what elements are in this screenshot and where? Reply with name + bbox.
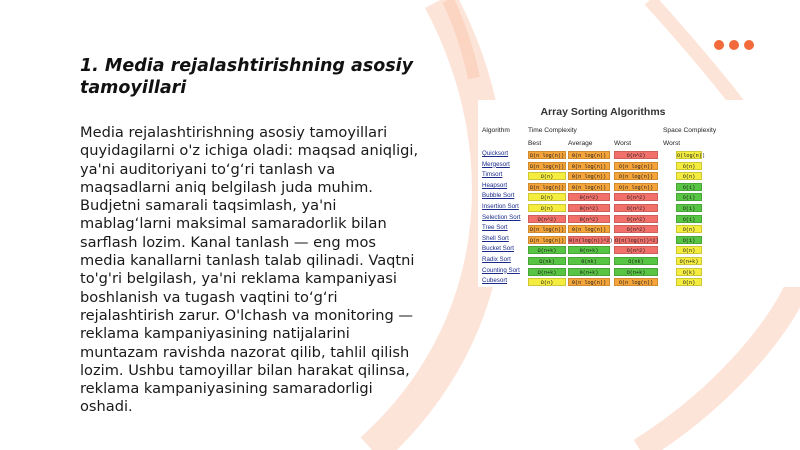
- complexity-cell: O(n+k): [676, 257, 702, 265]
- complexity-cell: O(n^2): [614, 225, 658, 233]
- sorting-algorithms-table-image: [478, 100, 800, 287]
- algorithm-name: Heapsort: [482, 181, 508, 189]
- complexity-cell: Ω(n log(n)): [529, 227, 565, 234]
- complexity-cell: O(1): [676, 204, 702, 212]
- algorithm-name: Radix Sort: [482, 256, 511, 263]
- header-best: Best: [528, 140, 542, 147]
- algorithm-name: Cubesort: [482, 277, 508, 285]
- algorithm-name: Tree Sort: [482, 224, 508, 232]
- algorithm-name: Insertion Sort: [482, 203, 519, 210]
- complexity-cell: Θ(n log(n)): [568, 172, 610, 180]
- complexity-cell: O(n): [676, 246, 702, 254]
- complexity-cell: Θ(n log(n)): [568, 278, 610, 286]
- complexity-cell: O(n^2): [614, 246, 658, 254]
- complexity-cell: Θ(n log(n)): [568, 162, 610, 170]
- complexity-cell: O(n log(n)): [614, 162, 658, 170]
- complexity-cell: Θ(n log(n)): [568, 225, 610, 233]
- complexity-cell: O(n^2): [614, 204, 658, 212]
- complexity-cell: Ω(n): [528, 278, 566, 286]
- complexity-cell: O(log(n)): [677, 153, 706, 159]
- dot: [729, 40, 739, 50]
- complexity-cell: Θ(n^2): [568, 215, 610, 223]
- header-worst-time: Worst: [614, 140, 632, 147]
- complexity-cell: O(n log(n)): [614, 172, 658, 180]
- complexity-cell: O(1): [676, 236, 702, 244]
- complexity-cell: O(nk): [614, 257, 658, 265]
- complexity-cell: O(n log(n)): [614, 183, 658, 191]
- header-average: Average: [568, 140, 593, 147]
- table-title: Array Sorting Algorithms: [540, 106, 666, 118]
- algorithm-name: Bubble Sort: [482, 192, 515, 200]
- complexity-cell: Θ(n+k): [568, 246, 610, 254]
- header-algorithm: Algorithm: [482, 127, 510, 134]
- complexity-cell: O(n): [676, 278, 702, 286]
- algorithm-name: Quicksort: [482, 150, 509, 157]
- algorithm-name: Bucket Sort: [482, 245, 514, 253]
- header-space-complexity: Space Complexity: [663, 127, 717, 134]
- complexity-cell: Ω(n log(n)): [529, 153, 565, 159]
- complexity-cell: O(n^2): [614, 193, 658, 201]
- complexity-cell: Θ(n log(n)): [568, 151, 610, 159]
- complexity-cell: O(n^2): [614, 215, 658, 223]
- complexity-cell: Θ(n log(n)): [568, 183, 610, 191]
- dot: [714, 40, 724, 50]
- complexity-cell: Ω(n log(n)): [529, 184, 565, 191]
- complexity-cell: Θ(n^2): [568, 204, 610, 212]
- algorithm-name: Shell Sort: [482, 234, 509, 242]
- complexity-cell: Θ(n+k): [568, 268, 610, 276]
- complexity-cell: Ω(n): [528, 193, 566, 201]
- complexity-cell: O(k): [676, 268, 702, 276]
- header-time-complexity: Time Complexity: [528, 127, 577, 134]
- complexity-cell: Ω(n): [528, 204, 566, 212]
- complexity-cell: O(n): [676, 162, 702, 170]
- dot: [744, 40, 754, 50]
- slide-body-text: Media rejalashtirishning asosiy tamoyillari quyidagilarni o'z ichiga oladi: maqsad aniqligi, ya'ni auditoriyani to‘g‘ri tanlash va maqsadlarni aniq belgilash juda muhim. Budjetni samarali taqsimlash, ya'ni mablag‘larni maksimal samaradorlik bilan sarflash lozim. Kanal tanlash — eng mos media kanallarni tanlash talab qilinadi. Vaqtni to'g'ri belgilash, ya'ni reklama kampaniyasi boshlanish va tugash vaqtini to‘g‘ri rejalashtirish zarur. O'lchash va monitoring — reklama kampaniyasining natijalarini muntazam ravishda nazorat qilib, tahlil qilish lozim. Ushbu tamoyillar bilan harakat qilinsa, reklama kampaniyasining samaradorligi oshadi.: [80, 124, 419, 416]
- complexity-cell: Ω(n log(n)): [529, 163, 565, 170]
- complexity-cell: Ω(n log(n)): [529, 237, 565, 244]
- algorithm-name: Counting Sort: [482, 266, 520, 274]
- complexity-cell: O(1): [676, 193, 702, 201]
- algorithm-name: Timsort: [482, 171, 503, 179]
- algorithm-name: Selection Sort: [482, 213, 521, 221]
- slide-title: 1. Media rejalashtirishning asosiy tamoyillari: [80, 56, 414, 98]
- complexity-cell: O(n(log(n))^2): [615, 237, 659, 244]
- complexity-cell: Θ(n^2): [568, 193, 610, 201]
- complexity-cell: Ω(n): [528, 172, 566, 180]
- complexity-cell: O(n): [676, 172, 702, 180]
- complexity-cell: Θ(nk): [568, 257, 610, 265]
- complexity-cell: O(n+k): [614, 268, 658, 276]
- complexity-cell: O(1): [676, 183, 702, 191]
- complexity-cell: Ω(n^2): [528, 215, 566, 223]
- algorithm-name: Mergesort: [482, 160, 510, 168]
- complexity-cell: O(n log(n)): [614, 278, 658, 286]
- complexity-cell: Ω(nk): [528, 257, 566, 265]
- complexity-cell: O(n): [676, 225, 702, 233]
- complexity-cell: Ω(n+k): [528, 268, 566, 276]
- header-worst-space: Worst: [663, 140, 681, 147]
- complexity-cell: Θ(n(log(n))^2): [569, 237, 613, 244]
- decorative-dots: [714, 40, 754, 50]
- complexity-cell: Ω(n+k): [528, 246, 566, 254]
- complexity-cell: O(n^2): [614, 151, 658, 159]
- complexity-cell: O(1): [676, 215, 702, 223]
